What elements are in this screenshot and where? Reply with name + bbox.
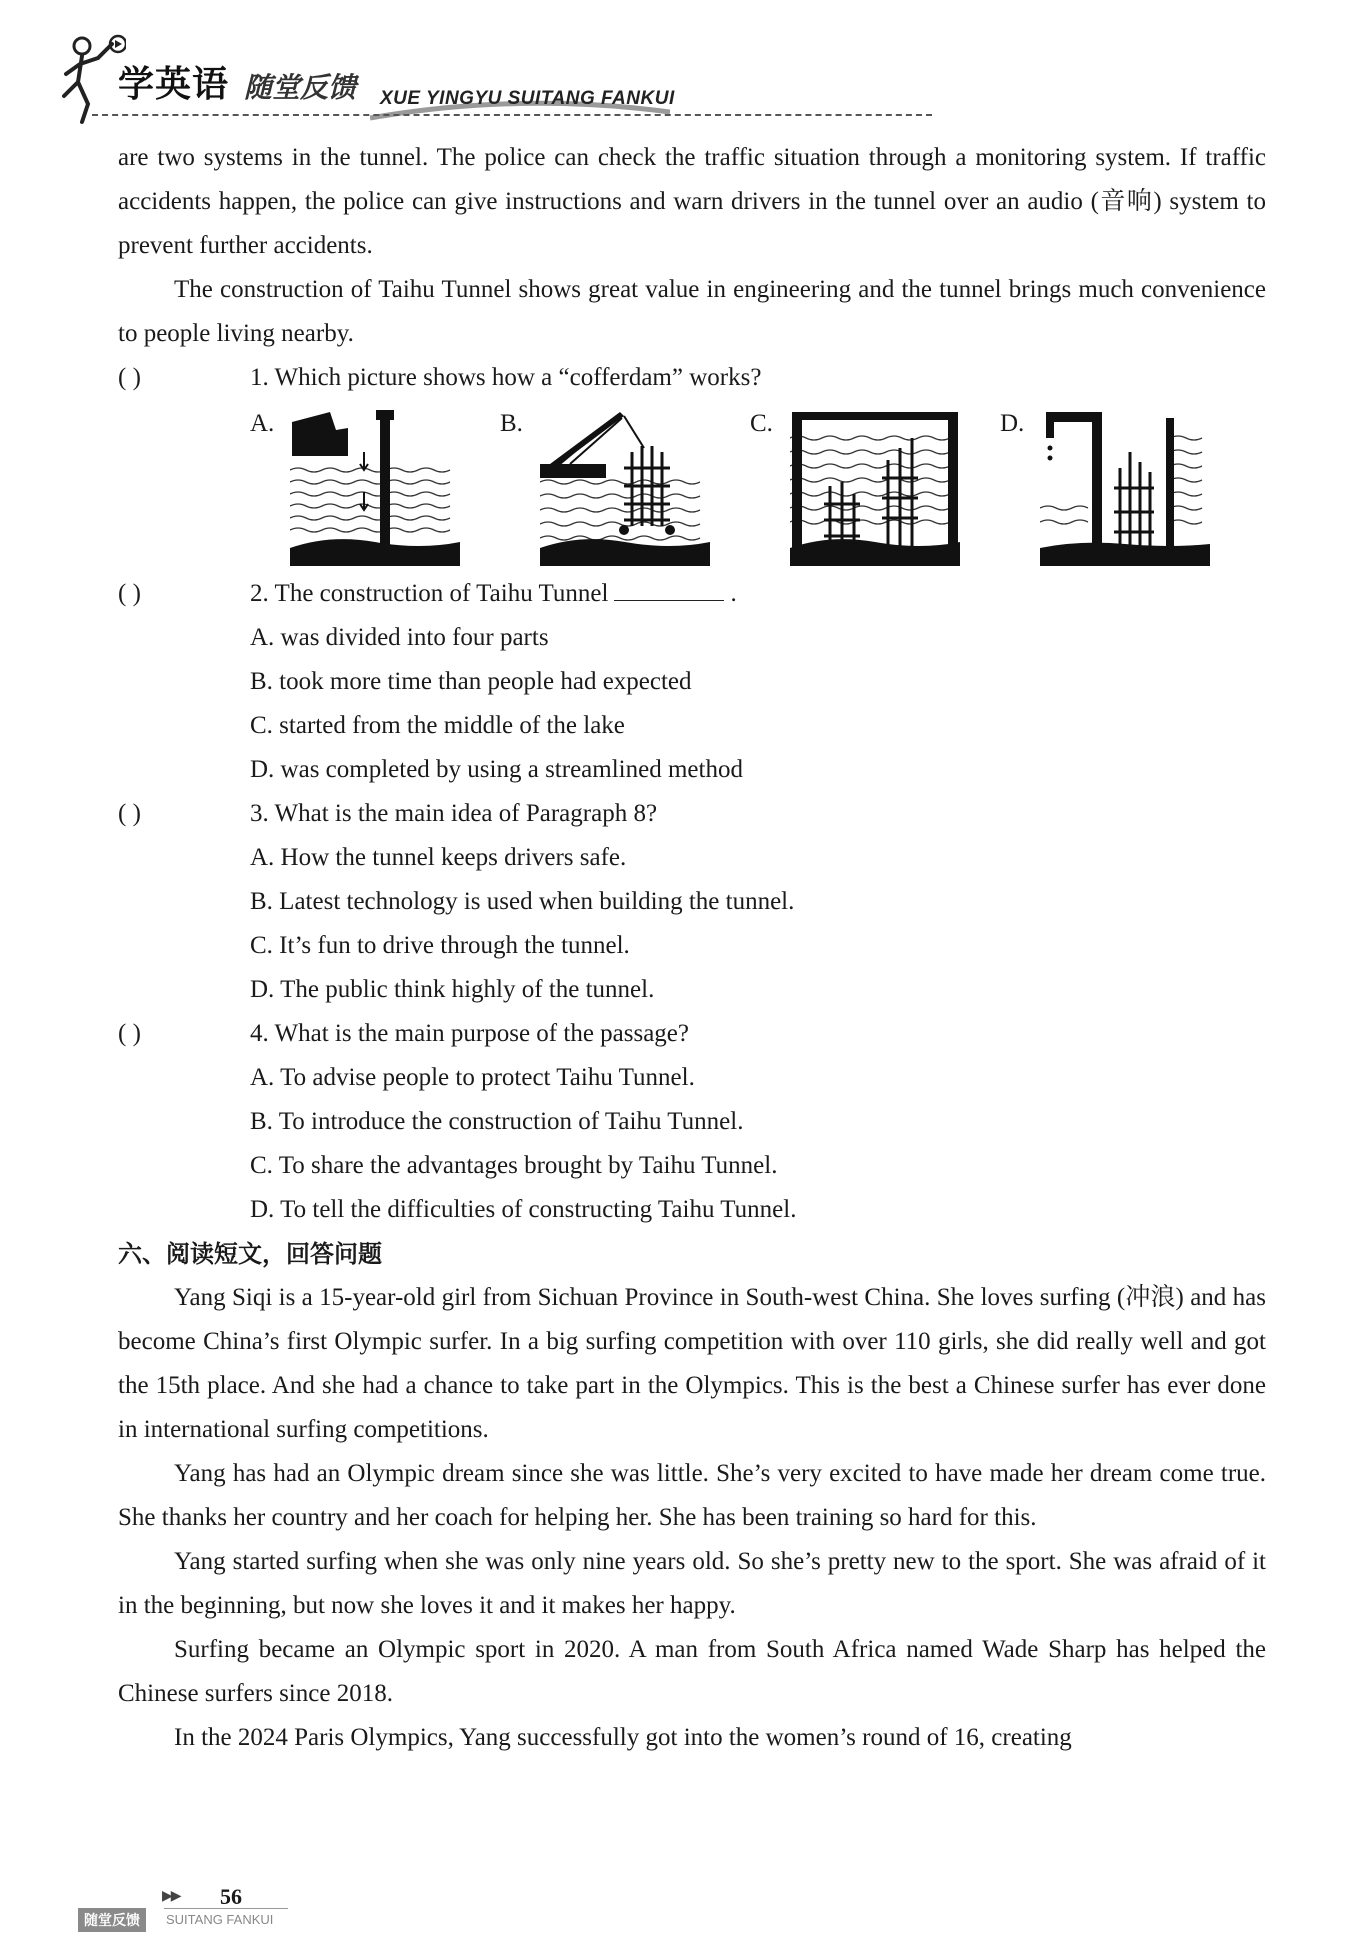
- answer-blank-1[interactable]: ( ): [118, 364, 141, 391]
- section-6-paragraph-5: In the 2024 Paris Olympics, Yang successfully got into the women’s round of 16, creating: [174, 1724, 1072, 1751]
- question-4-text: 4. What is the main purpose of the passage?: [250, 1020, 690, 1047]
- section-6-paragraph-4: Surfing became an Olympic sport in 2020. A man from South Africa named Wade Sharp has helped the Chinese surfers since 2018.: [118, 1636, 1266, 1707]
- question-4-option-b: B. To introduce the construction of Taihu Tunnel.: [250, 1108, 744, 1135]
- question-3-option-b: B. Latest technology is used when building the tunnel.: [250, 888, 795, 915]
- question-1: [118, 356, 1266, 400]
- question-4-option-a: A. To advise people to protect Taihu Tunnel.: [250, 1064, 695, 1091]
- figure-b-image: [540, 408, 710, 568]
- page-number: 56: [220, 1884, 242, 1909]
- page-content: [118, 136, 1266, 1760]
- figure-b: [500, 400, 730, 572]
- intro-paragraph-1: are two systems in the tunnel. The police can check the traffic situation through a monitoring system. If traffic accidents happen, the police can give instructions and warn drivers in the tunnel over an audio (音响) system to prevent further accidents.: [118, 144, 1266, 259]
- question-4-option-d: D. To tell the difficulties of constructing Taihu Tunnel.: [250, 1196, 797, 1223]
- cofferdam-figures: [118, 400, 1266, 572]
- answer-blank-4[interactable]: ( ): [118, 1020, 141, 1047]
- section-6-heading: 六、阅读短文，回答问题: [118, 1240, 382, 1268]
- question-2-end: .: [730, 580, 737, 607]
- question-3-option-d: D. The public think highly of the tunnel.: [250, 976, 655, 1003]
- question-2-text: 2. The construction of Taihu Tunnel: [250, 580, 609, 607]
- footer-divider: [164, 1908, 288, 1909]
- page-header: [0, 0, 1350, 140]
- question-2: [118, 572, 1266, 616]
- intro-paragraph-2: The construction of Taihu Tunnel shows great value in engineering and the tunnel brings much convenience to people living nearby.: [118, 276, 1266, 347]
- figure-c: [750, 400, 980, 572]
- question-3: [118, 792, 1266, 836]
- section-6-paragraph-2: Yang has had an Olympic dream since she was little. She’s very excited to have made her dream come true. She thanks her country and her coach for helping her. She has been training so hard for this.: [118, 1460, 1266, 1531]
- answer-blank-3[interactable]: ( ): [118, 800, 141, 827]
- figure-a: [250, 400, 480, 572]
- fill-in-blank: [614, 572, 724, 601]
- section-6-paragraph-1: Yang Siqi is a 15-year-old girl from Sichuan Province in South-west China. She loves surfing (冲浪) and has become China’s first Olympic surfer. In a big surfing competition with over 110 girls, she did really well and got the 15th place. And she had a chance to take part in the Olympics. This is the best a Chinese surfer has ever done in international surfing competitions.: [118, 1284, 1266, 1443]
- question-3-option-c: C. It’s fun to drive through the tunnel.: [250, 932, 630, 959]
- question-2-option-c: C. started from the middle of the lake: [250, 712, 625, 739]
- question-4-option-c: C. To share the advantages brought by Taihu Tunnel.: [250, 1152, 778, 1179]
- header-title-cn2: 随堂反馈: [244, 71, 357, 104]
- question-2-option-a: A. was divided into four parts: [250, 624, 549, 651]
- figure-d-image: [1040, 408, 1210, 568]
- page-footer: [0, 1870, 1350, 1946]
- question-4: [118, 1012, 1266, 1056]
- figure-c-label: C.: [750, 410, 773, 437]
- figure-a-image: [290, 408, 460, 568]
- double-arrow-icon: ▶▶: [162, 1889, 180, 1904]
- header-title-en: XUE YINGYU SUITANG FANKUI: [380, 88, 675, 109]
- figure-b-label: B.: [500, 410, 523, 437]
- question-2-option-b: B. took more time than people had expected: [250, 668, 692, 695]
- question-2-option-d: D. was completed by using a streamlined method: [250, 756, 743, 783]
- question-3-text: 3. What is the main idea of Paragraph 8?: [250, 800, 658, 827]
- figure-a-label: A.: [250, 410, 275, 437]
- header-divider: [92, 114, 932, 116]
- figure-d: [1000, 400, 1230, 572]
- question-3-option-a: A. How the tunnel keeps drivers safe.: [250, 844, 627, 871]
- question-1-text: 1. Which picture shows how a “cofferdam” works?: [250, 364, 762, 391]
- header-title-cn: 学英语: [118, 64, 230, 105]
- footer-badge-en: SUITANG FANKUI: [166, 1912, 274, 1927]
- figure-c-image: [790, 408, 960, 568]
- runner-logo-icon: [56, 34, 126, 126]
- answer-blank-2[interactable]: ( ): [118, 580, 141, 607]
- figure-d-label: D.: [1000, 410, 1025, 437]
- section-6-paragraph-3: Yang started surfing when she was only nine years old. So she’s pretty new to the sport. She was afraid of it in the beginning, but now she loves it and it makes her happy.: [118, 1548, 1266, 1619]
- footer-badge: 随堂反馈: [78, 1908, 146, 1932]
